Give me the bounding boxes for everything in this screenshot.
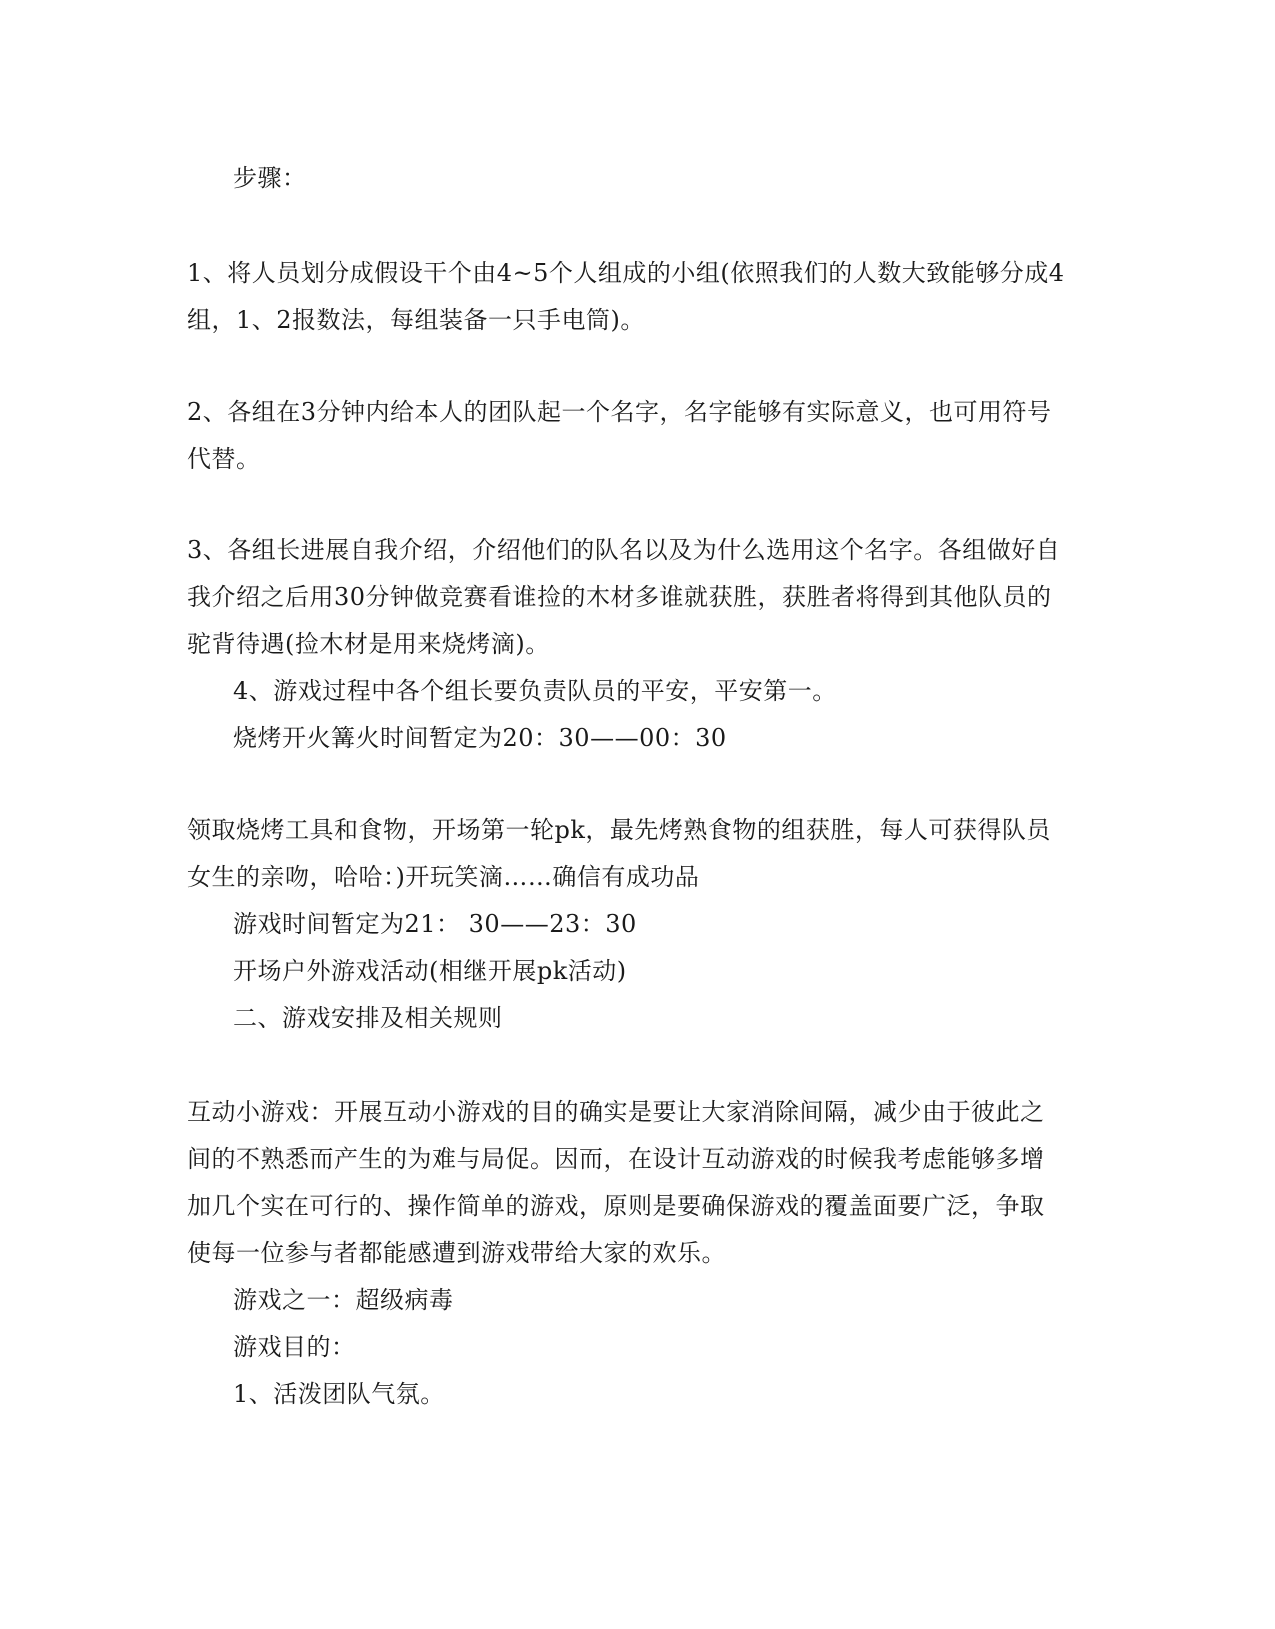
step-3-line-3: 驼背待遇(捡木材是用来烧烤滴)。 xyxy=(187,630,550,658)
step-3-line-2: 我介绍之后用30分钟做竞赛看谁捡的木材多谁就获胜，获胜者将得到其他队员的 xyxy=(187,583,1052,611)
section-two-heading: 二、游戏安排及相关规则 xyxy=(233,1004,503,1032)
steps-heading: 步骤： xyxy=(233,164,307,192)
step-2-line-2: 代替。 xyxy=(187,445,261,473)
game-purpose-item-1: 1、活泼团队气氛。 xyxy=(233,1380,445,1408)
game-time-line: 游戏时间暂定为21： 30——23：30 xyxy=(233,910,637,938)
interactive-games-line-4: 使每一位参与者都能感遭到游戏带给大家的欢乐。 xyxy=(187,1239,726,1267)
step-2-line-1: 2、各组在3分钟内给本人的团队起一个名字，名字能够有实际意义，也可用符号 xyxy=(187,398,1052,426)
bbq-pk-line-2: 女生的亲吻，哈哈：)开玩笑滴……确信有成功品 xyxy=(187,863,700,891)
bbq-pk-line-1: 领取烧烤工具和食物，开场第一轮pk，最先烤熟食物的组获胜，每人可获得队员 xyxy=(187,816,1051,844)
interactive-games-line-1: 互动小游戏：开展互动小游戏的目的确实是要让大家消除间隔，减少由于彼此之 xyxy=(187,1098,1045,1126)
interactive-games-line-2: 间的不熟悉而产生的为难与局促。因而，在设计互动游戏的时候我考虑能够多增 xyxy=(187,1145,1045,1173)
interactive-games-line-3: 加几个实在可行的、操作简单的游戏，原则是要确保游戏的覆盖面要广泛，争取 xyxy=(187,1192,1045,1220)
game-one-title: 游戏之一：超级病毒 xyxy=(233,1286,454,1314)
step-4-line: 4、游戏过程中各个组长要负责队员的平安，平安第一。 xyxy=(233,677,837,705)
bbq-time-line: 烧烤开火篝火时间暂定为20：30——00：30 xyxy=(233,724,727,752)
step-1-line-1: 1、将人员划分成假设干个由4~5个人组成的小组(依照我们的人数大致能够分成4 xyxy=(187,259,1065,287)
step-3-line-1: 3、各组长进展自我介绍，介绍他们的队名以及为什么选用这个名字。各组做好自 xyxy=(187,536,1061,564)
outdoor-games-line: 开场户外游戏活动(相继开展pk活动) xyxy=(233,957,627,985)
step-1-line-2: 组，1、2报数法，每组装备一只手电筒)。 xyxy=(187,306,645,334)
game-purpose-heading: 游戏目的： xyxy=(233,1333,356,1361)
